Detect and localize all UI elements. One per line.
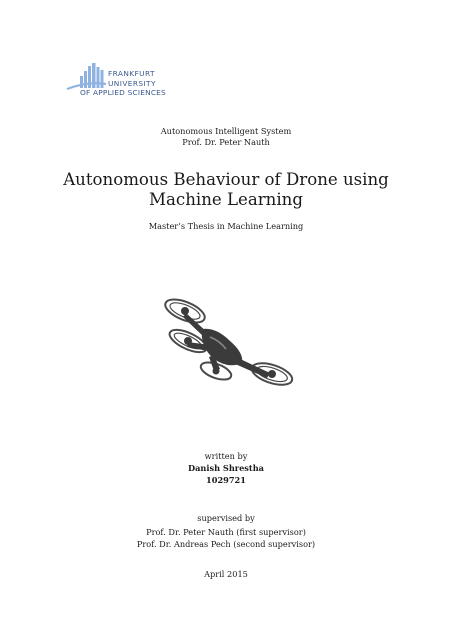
- drone-icon: [158, 289, 298, 401]
- logo-line-3: OF APPLIED SCIENCES: [80, 88, 166, 97]
- supervisor-block: [0, 512, 452, 550]
- author-block: [0, 450, 452, 486]
- institute-block: [0, 126, 452, 148]
- written-by-label: written by: [204, 451, 248, 461]
- first-supervisor: Prof. Dr. Peter Nauth (first supervisor): [146, 527, 306, 537]
- supervised-by-label: supervised by: [197, 513, 255, 523]
- logo-text: [80, 69, 166, 97]
- institute-professor: Prof. Dr. Peter Nauth: [182, 137, 270, 147]
- thesis-subtitle: Master’s Thesis in Machine Learning: [148, 221, 304, 231]
- institute-name: Autonomous Intelligent System: [160, 126, 292, 136]
- thesis-title-line-2: Machine Learning: [149, 190, 303, 209]
- thesis-title-line-1: Autonomous Behaviour of Drone using: [63, 170, 389, 189]
- submission-date: April 2015: [204, 569, 248, 579]
- second-supervisor: Prof. Dr. Andreas Pech (second supervisor): [136, 539, 316, 549]
- logo-line-2: UNIVERSITY: [108, 78, 156, 88]
- logo-line-1: FRANKFURT: [108, 69, 155, 78]
- author-name: Danish Shrestha: [188, 463, 264, 473]
- thesis-title: [0, 170, 452, 210]
- student-id: 1029721: [206, 475, 246, 485]
